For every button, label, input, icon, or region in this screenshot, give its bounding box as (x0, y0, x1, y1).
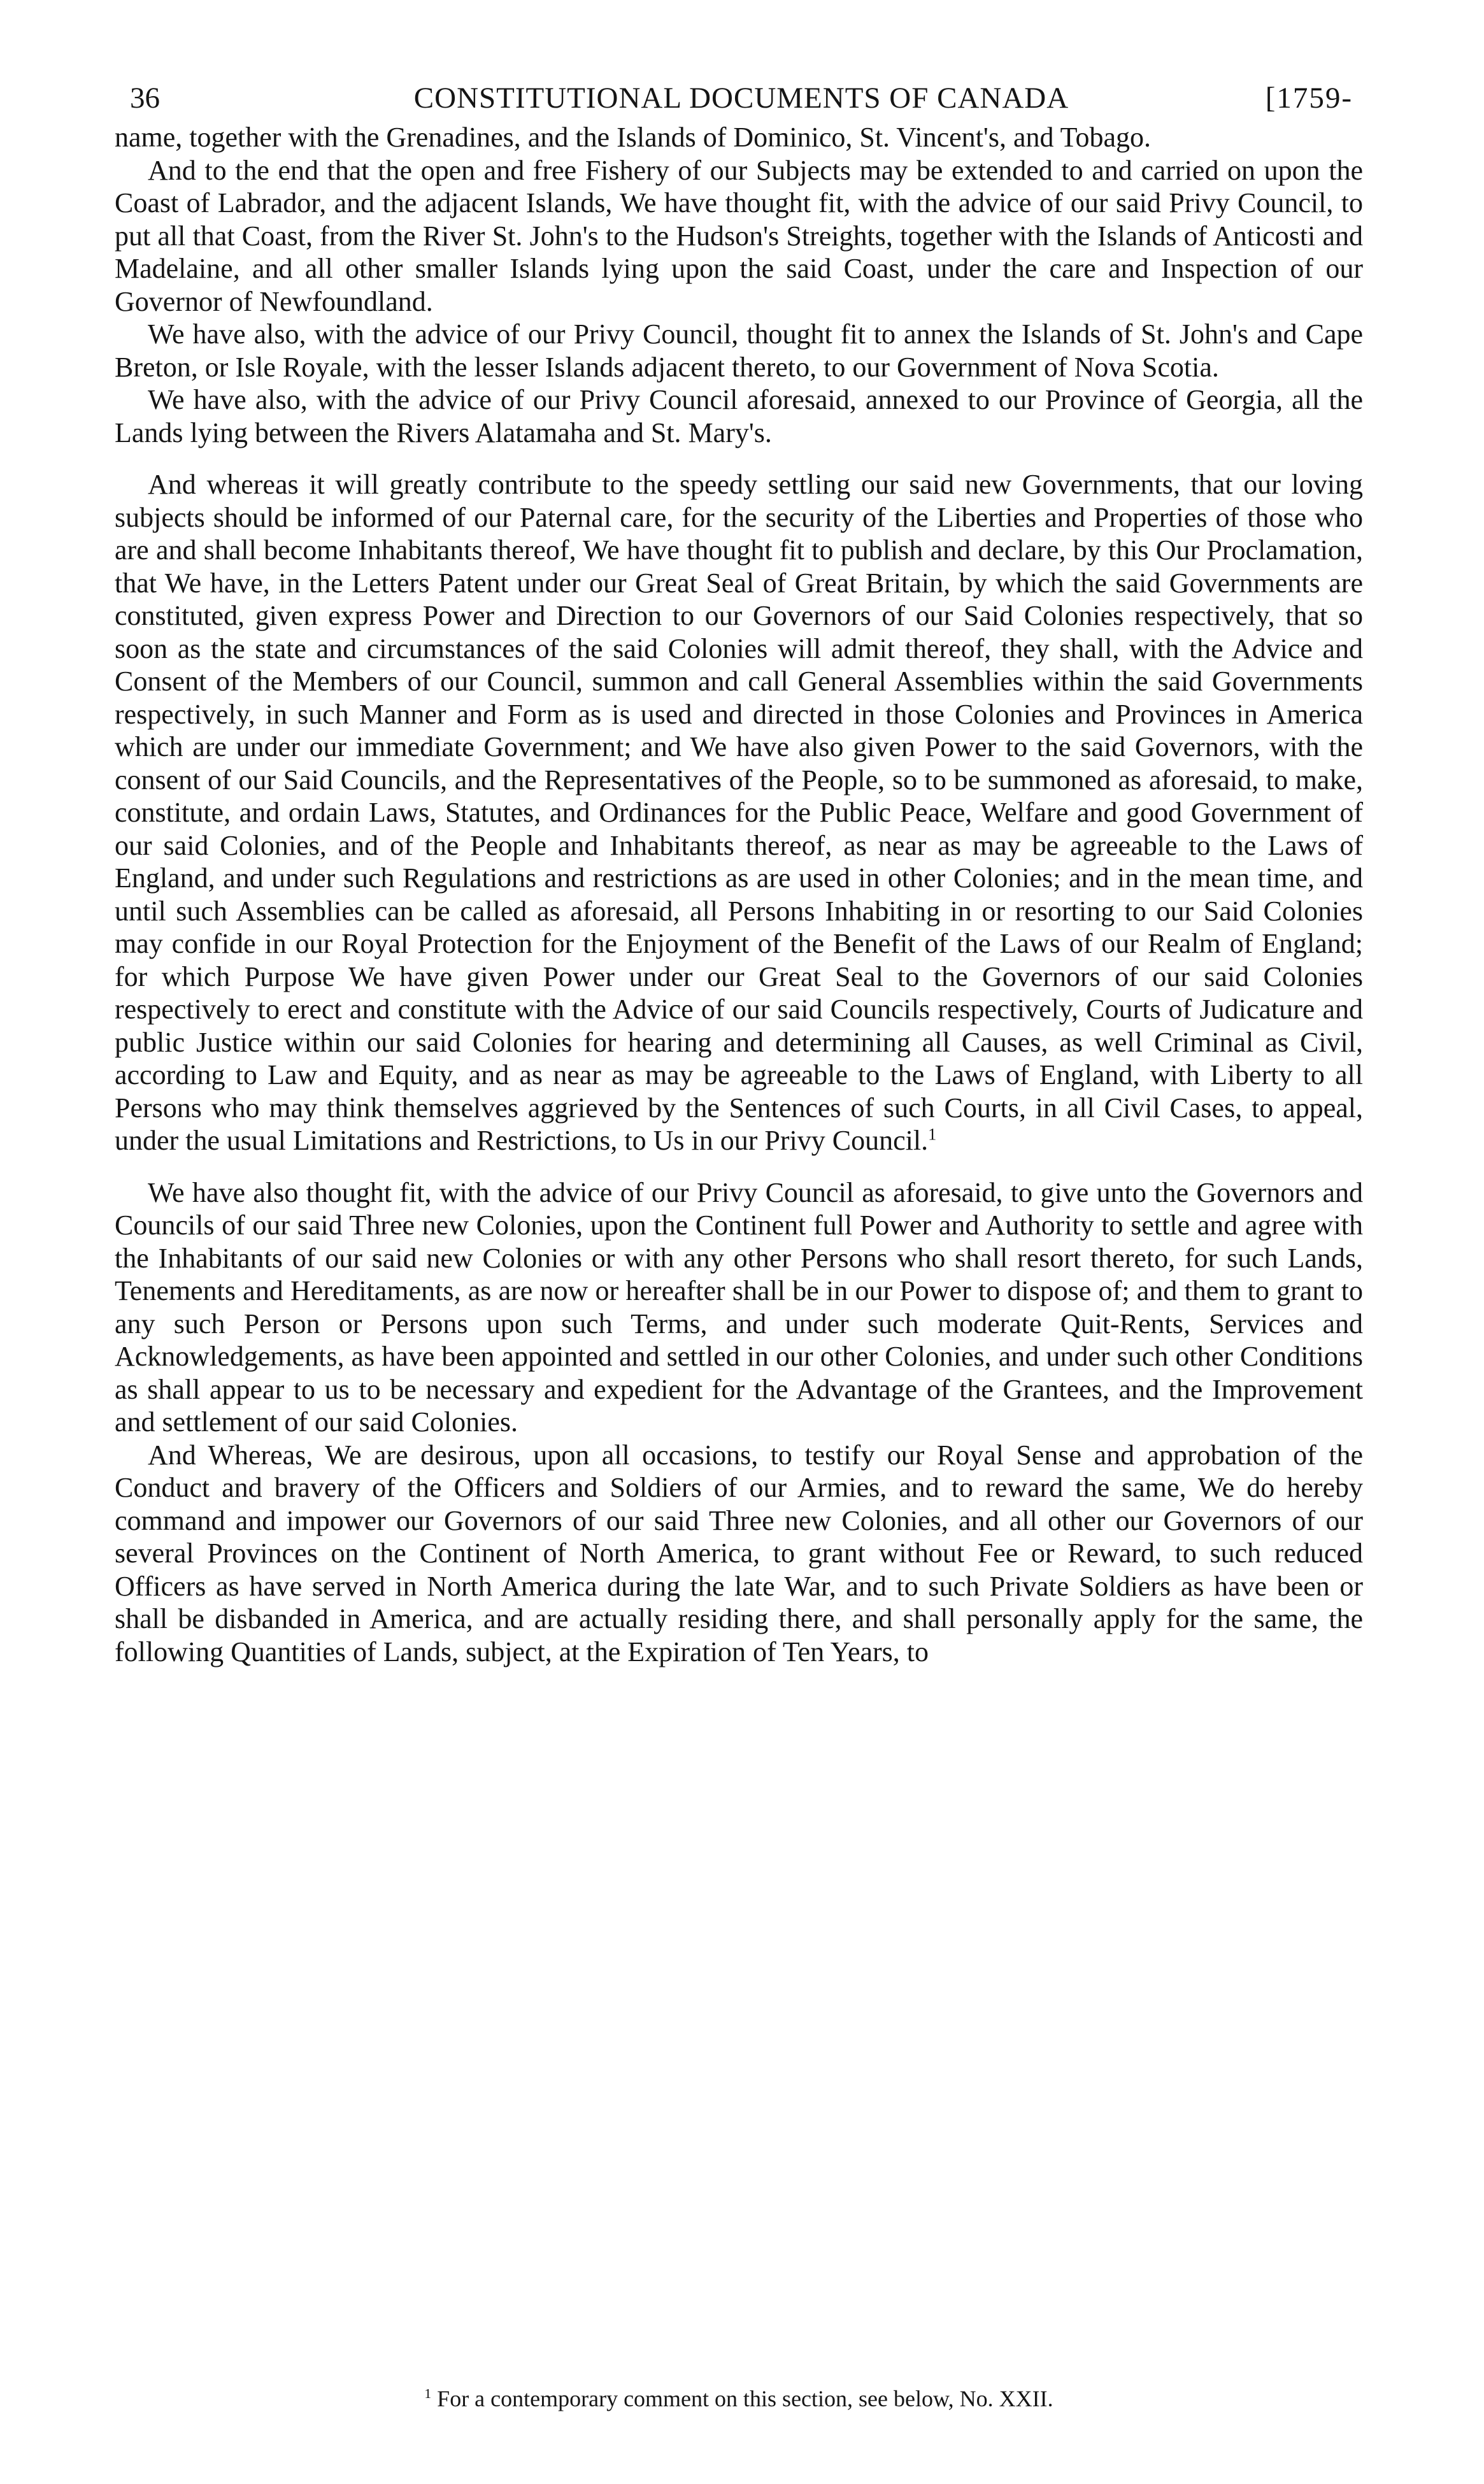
page-header (130, 75, 1353, 121)
paragraph-officers: And Whereas, We are desirous, upon all occasions, to testify our Royal Sense and approbation of the Conduct and bravery of the Officers and Soldiers of our Armies, and to reward the same, We do hereby command and impower our Governors of our said Three new Colonies, and all other our Governors of our several Provinces on the Continent of North America, to grant without Fee or Reward, to such reduced Officers as have served in North America during the late War, and to such Private Soldiers as have been or shall be disbanded in America, and are actually residing there, and shall personally apply for the same, the following Quantities of Lands, subject, at the Expiration of Ten Years, to (115, 1439, 1363, 1667)
paragraph-nova-scotia: We have also, with the advice of our Privy Council, thought fit to annex the Islands of St. John's and Cape Breton, or Isle Royale, with the lesser Islands adjacent thereto, to our Government of Nova Scotia. (115, 318, 1363, 383)
date-range: [1759- (1265, 82, 1353, 115)
footnote-text: For a contemporary comment on this section, see below, No. XXII. (437, 2386, 1053, 2411)
paragraph-continuation: name, together with the Grenadines, and the Islands of Dominico, St. Vincent's, and Tobago. (115, 122, 1152, 153)
footnote-marker: 1 (424, 2386, 432, 2401)
paragraph-fishery: And to the end that the open and free Fishery of our Subjects may be extended to and carried on upon the Coast of Labrador, and the adjacent Islands, We have thought fit, with the advice of our said Privy Council, to put all that Coast, from the River St. John's to the Hudson's Streights, together with the Islands of Anticosti and Madelaine, and all other smaller Islands lying upon the said Coast, under the care and Inspection of our Governor of Newfoundland. (115, 154, 1363, 317)
page-number: 36 (130, 82, 160, 115)
paragraph-assemblies (115, 468, 1363, 1157)
footnote (115, 2385, 1363, 2413)
paragraph-assemblies-text: And whereas it will greatly contribute to the speedy settling our said new Governments, that our loving subjects should be informed of our Paternal care, for the security of the Liberties and Properties of those who are and shall become Inhabitants thereof, We have thought fit to publish and declare, by this Our Proclamation, that We have, in the Letters Patent under our Great Seal of Great Britain, by which the said Governments are constituted, given express Power and Direction to our Governors of our Said Colonies respectively, that so soon as the state and circumstances of the said Colonies will admit thereof, they shall, with the Advice and Consent of the Members of our Council, summon and call General Assemblies within the said Governments respectively, in such Manner and Form as is used and directed in those Colonies and Provinces in America which are under our immediate Government; and We have also given Power to the said Governors, with the consent of our Said Councils, and the Representatives of the People, so to be summoned as aforesaid, to make, constitute, and ordain Laws, Statutes, and Ordinances for the Public Peace, Welfare and good Government of our said Colonies, and of the People and Inhabitants thereof, as near as may be agreeable to the Laws of England, and under such Regulations and restrictions as are used in other Colonies; and in the mean time, and until such Assemblies can be called as aforesaid, all Persons Inhabiting in or resorting to our Said Colonies may confide in our Royal Protection for the Enjoyment of the Benefit of the Laws of our Realm of England; for which Purpose We have given Power under our Great Seal to the Governors of our said Colonies respectively to erect and constitute with the Advice of our said Councils respectively, Courts of Judicature and public Justice within our said Colonies for hearing and determining all Causes, as well Criminal as Civil, according to Law and Equity, and as near as may be agreeable to the Laws of England, with Liberty to all Persons who may think themselves aggrieved by the Sentences of such Courts, in all Civil Cases, to appeal, under the usual Limitations and Restrictions, to Us in our Privy Council. (115, 469, 1363, 1156)
footnote-reference: 1 (928, 1124, 937, 1144)
running-title: CONSTITUTIONAL DOCUMENTS OF CANADA (413, 82, 1069, 115)
body-text (115, 121, 1363, 1668)
paragraph-georgia: We have also, with the advice of our Privy Council aforesaid, annexed to our Province of Georgia, all the Lands lying between the Rivers Alatamaha and St. Mary's. (115, 384, 1363, 448)
paragraph-lands: We have also thought fit, with the advice of our Privy Council as aforesaid, to give unto the Governors and Councils of our said Three new Colonies, upon the Continent full Power and Authority to settle and agree with the Inhabitants of our said new Colonies or with any other Persons who shall resort thereto, for such Lands, Tenements and Hereditaments, as are now or hereafter shall be in our Power to dispose of; and them to grant to any such Person or Persons upon such Terms, and under such moderate Quit-Rents, Services and Acknowledgements, as have been appointed and settled in our other Colonies, and under such other Conditions as shall appear to us to be necessary and expedient for the Advantage of the Grantees, and the Improvement and settlement of our said Colonies. (115, 1176, 1363, 1438)
